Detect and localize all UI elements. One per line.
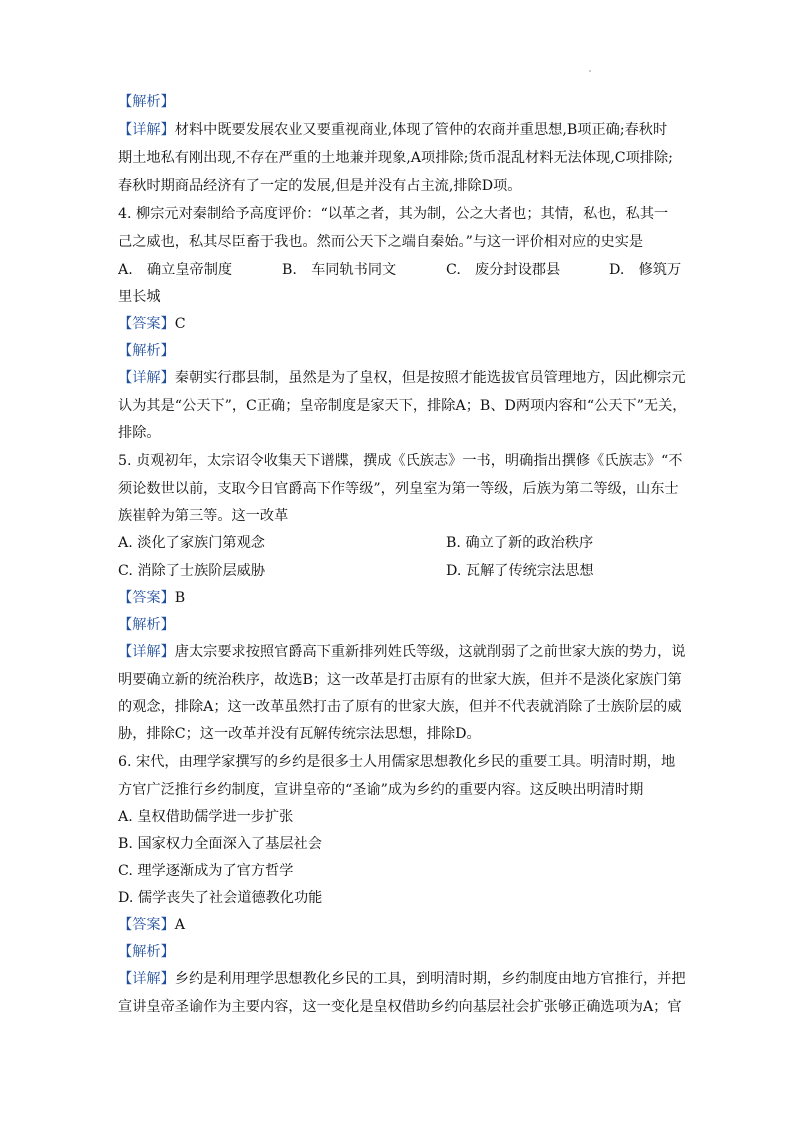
option-d: D. 瓦解了传统宗法思想 — [446, 563, 594, 579]
question-stem: 须论数世以前，支取今日官爵高下作等级”，列皇室为第一等级，后族为第二等级，山东士 — [118, 481, 679, 497]
question-stem: 方官广泛推行乡约制度，宣讲皇帝的“圣谕”成为乡约的重要内容。这反映出明清时期 — [118, 782, 644, 798]
answer-tag: 【答案】 — [118, 917, 175, 933]
answer-line — [118, 314, 186, 334]
detail-line: 期土地私有刚出现,不存在严重的土地兼并现象,A项排除;货币混乱材料无法体现,C项排除; — [118, 150, 673, 166]
detail-tag: 【详解】 — [118, 122, 175, 138]
detail-tag: 【详解】 — [118, 644, 175, 660]
answer-value: A — [174, 917, 186, 933]
detail-line: 【详解】材料中既要发展农业又要重视商业,体现了管仲的农商并重思想,B项正确;春秋时 — [118, 122, 668, 138]
option-a: A. 确立皇帝制度 — [118, 262, 233, 278]
answer-value: C — [174, 316, 186, 332]
option-c: C. 消除了士族阶层威胁 — [118, 563, 266, 579]
analysis-tag: 【解析】 — [118, 944, 175, 960]
answer-line — [118, 915, 185, 935]
analysis-tag: 【解析】 — [118, 617, 175, 633]
detail-line: 的观念，排除A；这一改革虽然打击了原有的世家大族，但并不代表就消除了士族阶层的威 — [118, 699, 682, 715]
question-stem: 6. 宋代，由理学家撰写的乡约是很多士人用儒家思想教化乡民的重要工具。明清时期，地 — [118, 754, 676, 770]
question-stem: 5. 贞观初年，太宗诏令收集天下谱牒，撰成《氏族志》一书，明确指出撰修《氏族志》“不 — [118, 453, 683, 469]
detail-line: 排除。 — [118, 425, 161, 441]
answer-tag: 【答案】 — [118, 316, 175, 332]
option-a: A. 淡化了家族门第观念 — [118, 535, 265, 551]
option-d: D. 修筑万 — [609, 262, 682, 278]
analysis-tag: 【解析】 — [118, 343, 175, 359]
option-b: B. 国家权力全面深入了基层社会 — [118, 836, 322, 852]
detail-line: 【详解】乡约是利用理学思想教化乡民的工具，到明清时期，乡约制度由地方官推行，并把 — [118, 971, 686, 987]
detail-line: 【详解】唐太宗要求按照官爵高下重新排列姓氏等级，这就削弱了之前世家大族的势力，说 — [118, 644, 686, 660]
detail-line: 【详解】秦朝实行郡县制，虽然是为了皇权，但是按照才能选拔官员管理地方，因此柳宗元 — [118, 370, 686, 386]
detail-line: 春秋时期商品经济有了一定的发展,但是并没有占主流,排除D项。 — [118, 178, 522, 194]
option-d: D. 儒学丧失了社会道德教化功能 — [118, 890, 323, 906]
detail-line: 胁，排除C；这一改革并没有瓦解传统宗法思想，排除D。 — [118, 726, 481, 742]
option-b: B. 车同轨书同文 — [282, 262, 397, 278]
question-stem: 4. 柳宗元对秦制给予高度评价：“以革之者，其为制，公之大者也；其情，私也，私其一 — [118, 206, 669, 222]
question-stem: 族崔幹为第三等。这一改革 — [118, 508, 289, 524]
question-stem: 己之威也，私其尽臣畜于我也。然而公天下之端自秦始。”与这一评价相对应的史实是 — [118, 234, 644, 250]
detail-line: 认为其是“公天下”，C正确；皇帝制度是家天下，排除A；B、D两项内容和“公天下”无关， — [118, 398, 687, 414]
detail-tag: 【详解】 — [118, 971, 175, 987]
answer-line — [118, 588, 185, 608]
detail-line: 明要确立新的统治秩序，故选B；这一改革是打击原有的世家大族，但并不是淡化家族门第 — [118, 672, 682, 688]
option-c: C. 废分封设郡县 — [446, 262, 561, 278]
option-d-wrap: 里长城 — [118, 289, 161, 305]
scan-dot — [589, 70, 591, 72]
option-a: A. 皇权借助儒学进一步扩张 — [118, 809, 294, 825]
option-c: C. 理学逐渐成为了官方哲学 — [118, 863, 294, 879]
detail-line: 宣讲皇帝圣谕作为主要内容，这一变化是皇权借助乡约向基层社会扩张够正确选项为A；官 — [118, 999, 682, 1015]
analysis-tag: 【解析】 — [118, 94, 175, 110]
answer-value: B — [174, 590, 186, 606]
option-b: B. 确立了新的政治秩序 — [446, 535, 594, 551]
answer-tag: 【答案】 — [118, 590, 175, 606]
detail-tag: 【详解】 — [118, 370, 175, 386]
